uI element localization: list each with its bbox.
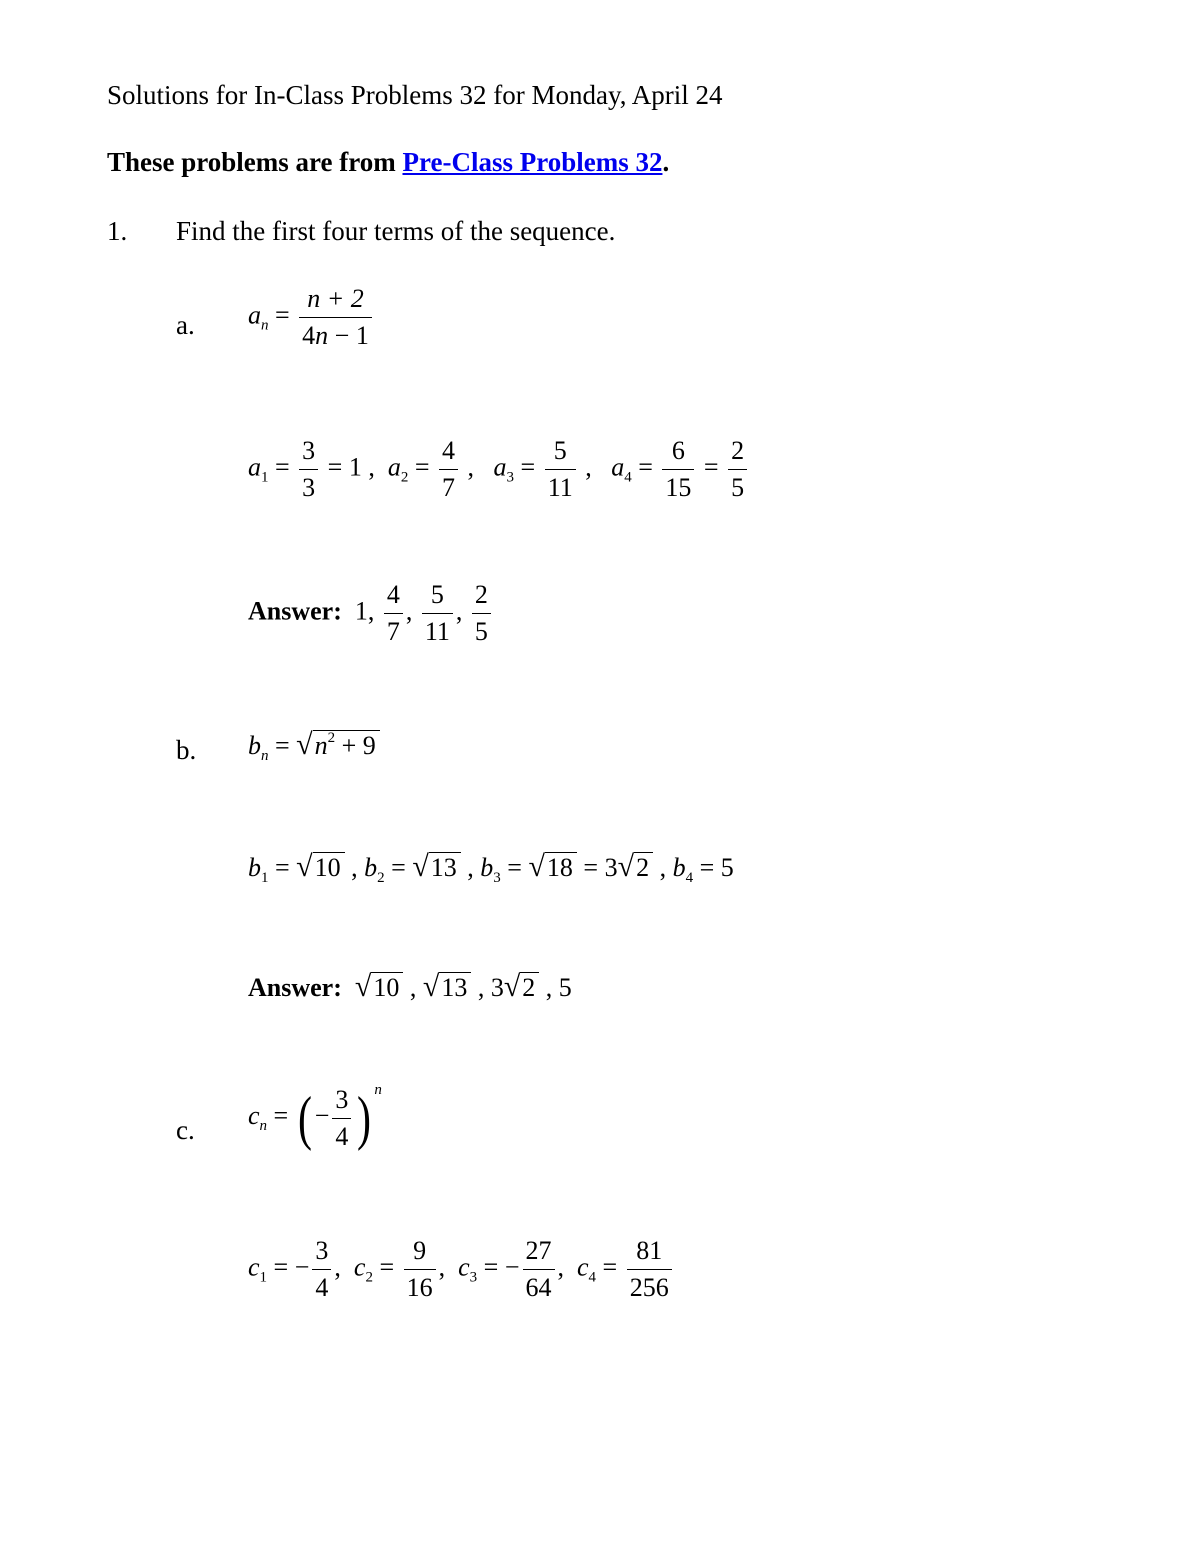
part-c-label: c.: [176, 1115, 195, 1145]
part-a-answer: Answer: 1, $\frac{4}{7}$ , $\frac{5}{11}$ , $\frac{2}{5}$: [248, 580, 494, 647]
sqrt: $√n^2 + 9$: [296, 728, 380, 762]
part-a-formula: $a_n$ = $\frac{n + 2}{4n - 1}$: [248, 284, 375, 351]
part-b-answer: Answer: √10 , √13 , 3√2 , 5: [248, 970, 572, 1003]
problem-number: 1.: [107, 216, 128, 246]
part-b-formula: $b_n = √n^2 + 9$: [248, 728, 380, 765]
pre-class-problems-link[interactable]: Pre-Class Problems 32: [402, 147, 663, 177]
part-c-terms: $c_1$ = − $\frac{3}{4}$ , $c_2$ = $\frac{9}{16}$ , $c_3$ = − $\frac{27}{64}$ , $c_4$ = $\frac{81}{256}$: [248, 1236, 675, 1303]
source-suffix: .: [662, 147, 670, 177]
part-a-terms: $a_1$ = $\frac{3}{3}$ = 1 , $a_2$ = $\frac{4}{7}$ , $a_3$ = $\frac{5}{11}$ , $a_4$ = $\frac{6}{15}$ = $\frac{2}{5}$: [248, 436, 750, 503]
source-prefix: These problems are from: [107, 147, 403, 177]
answer-label: Answer:: [248, 973, 342, 1002]
source-line: [107, 147, 669, 178]
part-b-label: b.: [176, 735, 197, 765]
problem-prompt: Find the first four terms of the sequence.: [176, 216, 616, 246]
part-c-formula: $c_n$ = ( − $\frac{3}{4}$ ) $^n$: [248, 1082, 382, 1151]
answer-label: Answer:: [248, 596, 342, 626]
part-b-terms: $b_1 = √10$ , $b_2 = √13$ , $b_3 = √18 = 3√2$ , $b_4 = 5$: [248, 850, 734, 886]
page-title: Solutions for In-Class Problems 32 for Monday, April 24: [107, 80, 723, 110]
part-a-fraction: $\frac{n + 2}{4n - 1}$: [299, 284, 372, 351]
part-a-label: a.: [176, 310, 195, 340]
